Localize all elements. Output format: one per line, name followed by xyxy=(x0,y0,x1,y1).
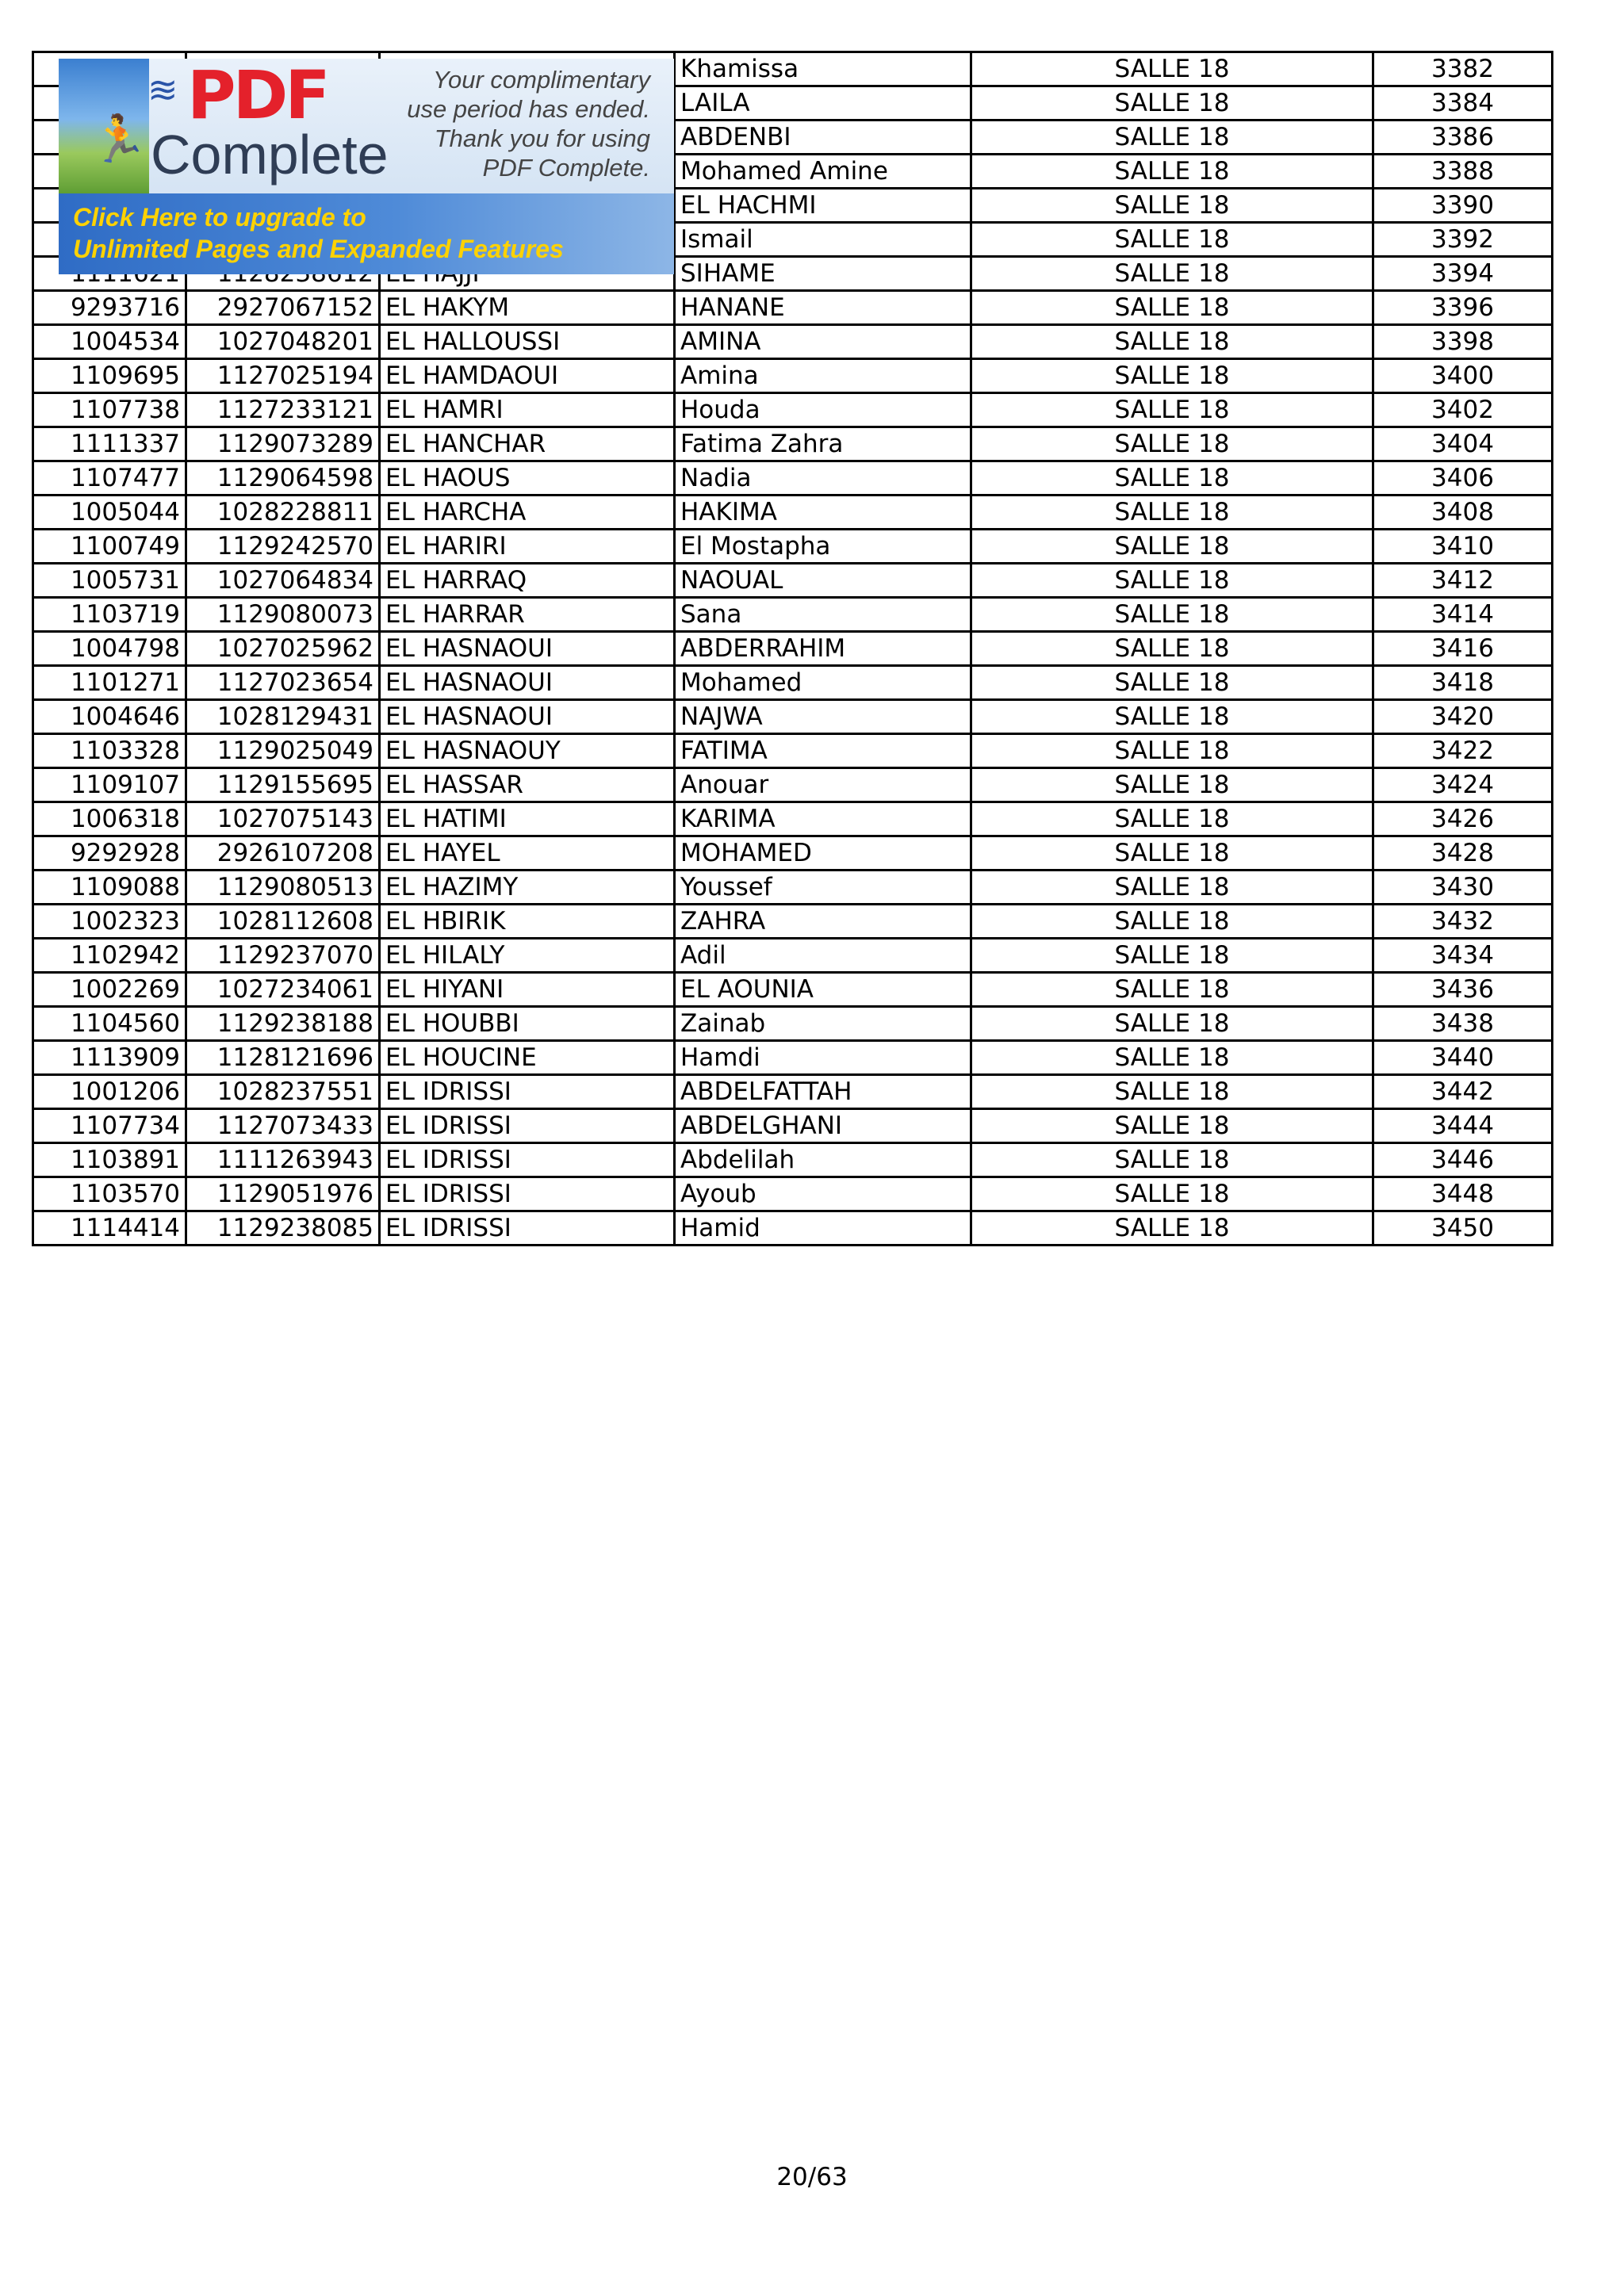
first-name-cell: EL AOUNIA xyxy=(675,973,971,1007)
code-number-cell: 1127023654 xyxy=(186,666,380,700)
room-cell: SALLE 18 xyxy=(971,905,1373,939)
room-cell: SALLE 18 xyxy=(971,393,1373,427)
seat-number-cell: 3428 xyxy=(1373,836,1553,871)
seat-number-cell: 3410 xyxy=(1373,530,1553,564)
first-name-cell: MOHAMED xyxy=(675,836,971,871)
page-number: 20/63 xyxy=(776,2163,848,2191)
code-number-cell: 1027048201 xyxy=(186,325,380,359)
first-name-cell: ZAHRA xyxy=(675,905,971,939)
seat-number-cell: 3432 xyxy=(1373,905,1553,939)
table-row xyxy=(33,325,1553,359)
last-name-cell: EL HASSAR xyxy=(380,768,675,802)
room-cell: SALLE 18 xyxy=(971,768,1373,802)
table-row xyxy=(33,632,1553,666)
table-row xyxy=(33,666,1553,700)
first-name-cell: Houda xyxy=(675,393,971,427)
seat-number-cell: 3430 xyxy=(1373,871,1553,905)
room-cell: SALLE 18 xyxy=(971,802,1373,836)
first-name-cell: Ayoub xyxy=(675,1177,971,1211)
seat-number-cell: 3440 xyxy=(1373,1041,1553,1075)
layers-logo-icon: ≋ xyxy=(147,68,178,111)
code-number-cell: 1111263943 xyxy=(186,1143,380,1177)
id-number-cell: 1111337 xyxy=(33,427,186,461)
table-row xyxy=(33,598,1553,632)
last-name-cell: EL IDRISSI xyxy=(380,1075,675,1109)
seat-number-cell: 3408 xyxy=(1373,496,1553,530)
last-name-cell: EL IDRISSI xyxy=(380,1109,675,1143)
room-cell: SALLE 18 xyxy=(971,1211,1373,1246)
id-number-cell: 9293716 xyxy=(33,291,186,325)
first-name-cell: AMINA xyxy=(675,325,971,359)
seat-number-cell: 3390 xyxy=(1373,189,1553,223)
last-name-cell: EL HBIRIK xyxy=(380,905,675,939)
seat-number-cell: 3416 xyxy=(1373,632,1553,666)
room-cell: SALLE 18 xyxy=(971,257,1373,291)
code-number-cell: 1129080073 xyxy=(186,598,380,632)
table-row xyxy=(33,1143,1553,1177)
first-name-cell: Adil xyxy=(675,939,971,973)
last-name-cell: EL HOUCINE xyxy=(380,1041,675,1075)
room-cell: SALLE 18 xyxy=(971,564,1373,598)
code-number-cell: 1129080513 xyxy=(186,871,380,905)
first-name-cell: Hamdi xyxy=(675,1041,971,1075)
promo-logo-complete: Complete xyxy=(151,124,389,186)
id-number-cell: 1004798 xyxy=(33,632,186,666)
seat-number-cell: 3444 xyxy=(1373,1109,1553,1143)
pdf-complete-upgrade-banner[interactable] xyxy=(59,59,674,274)
code-number-cell: 1028237551 xyxy=(186,1075,380,1109)
room-cell: SALLE 18 xyxy=(971,1143,1373,1177)
id-number-cell: 1001206 xyxy=(33,1075,186,1109)
room-cell: SALLE 18 xyxy=(971,1075,1373,1109)
id-number-cell: 1103891 xyxy=(33,1143,186,1177)
last-name-cell: EL IDRISSI xyxy=(380,1177,675,1211)
promo-logo-pdf: PDF xyxy=(187,59,327,134)
room-cell: SALLE 18 xyxy=(971,1041,1373,1075)
first-name-cell: ABDERRAHIM xyxy=(675,632,971,666)
id-number-cell: 1107477 xyxy=(33,461,186,496)
room-cell: SALLE 18 xyxy=(971,836,1373,871)
last-name-cell: EL HASNAOUY xyxy=(380,734,675,768)
code-number-cell: 1129238085 xyxy=(186,1211,380,1246)
id-number-cell: 1113909 xyxy=(33,1041,186,1075)
code-number-cell: 1127025194 xyxy=(186,359,380,393)
room-cell: SALLE 18 xyxy=(971,1177,1373,1211)
table-row xyxy=(33,564,1553,598)
id-number-cell: 1102942 xyxy=(33,939,186,973)
last-name-cell: EL HAMDAOUI xyxy=(380,359,675,393)
id-number-cell: 1101271 xyxy=(33,666,186,700)
room-cell: SALLE 18 xyxy=(971,496,1373,530)
id-number-cell: 1100749 xyxy=(33,530,186,564)
room-cell: SALLE 18 xyxy=(971,155,1373,189)
table-row xyxy=(33,1007,1553,1041)
table-row xyxy=(33,836,1553,871)
promo-photo xyxy=(59,59,149,193)
table-row xyxy=(33,1075,1553,1109)
code-number-cell: 1129073289 xyxy=(186,427,380,461)
seat-number-cell: 3426 xyxy=(1373,802,1553,836)
room-cell: SALLE 18 xyxy=(971,1109,1373,1143)
last-name-cell: EL HILALY xyxy=(380,939,675,973)
first-name-cell: NAOUAL xyxy=(675,564,971,598)
room-cell: SALLE 18 xyxy=(971,1007,1373,1041)
promo-message-line: Thank you for using xyxy=(434,124,650,152)
code-number-cell: 1028228811 xyxy=(186,496,380,530)
room-cell: SALLE 18 xyxy=(971,734,1373,768)
promo-message-line: use period has ended. xyxy=(407,95,650,123)
table-row xyxy=(33,973,1553,1007)
first-name-cell: Nadia xyxy=(675,461,971,496)
last-name-cell: EL HARCHA xyxy=(380,496,675,530)
id-number-cell: 1005044 xyxy=(33,496,186,530)
room-cell: SALLE 18 xyxy=(971,530,1373,564)
first-name-cell: NAJWA xyxy=(675,700,971,734)
seat-number-cell: 3386 xyxy=(1373,121,1553,155)
last-name-cell: EL HARIRI xyxy=(380,530,675,564)
room-cell: SALLE 18 xyxy=(971,871,1373,905)
last-name-cell: EL HAZIMY xyxy=(380,871,675,905)
first-name-cell: Zainab xyxy=(675,1007,971,1041)
code-number-cell: 1129238188 xyxy=(186,1007,380,1041)
code-number-cell: 1129051976 xyxy=(186,1177,380,1211)
table-row xyxy=(33,393,1553,427)
first-name-cell: Mohamed xyxy=(675,666,971,700)
first-name-cell: Khamissa xyxy=(675,52,971,86)
table-row xyxy=(33,905,1553,939)
seat-number-cell: 3400 xyxy=(1373,359,1553,393)
code-number-cell: 1027025962 xyxy=(186,632,380,666)
seat-number-cell: 3396 xyxy=(1373,291,1553,325)
room-cell: SALLE 18 xyxy=(971,325,1373,359)
code-number-cell: 1028112608 xyxy=(186,905,380,939)
last-name-cell: EL HAMRI xyxy=(380,393,675,427)
room-cell: SALLE 18 xyxy=(971,973,1373,1007)
first-name-cell: ABDELFATTAH xyxy=(675,1075,971,1109)
table-row xyxy=(33,359,1553,393)
upgrade-cta-line[interactable]: Click Here to upgrade to xyxy=(73,203,366,232)
room-cell: SALLE 18 xyxy=(971,86,1373,121)
room-cell: SALLE 18 xyxy=(971,223,1373,257)
seat-number-cell: 3394 xyxy=(1373,257,1553,291)
code-number-cell: 1129242570 xyxy=(186,530,380,564)
room-cell: SALLE 18 xyxy=(971,461,1373,496)
last-name-cell: EL HIYANI xyxy=(380,973,675,1007)
room-cell: SALLE 18 xyxy=(971,121,1373,155)
table-row xyxy=(33,1109,1553,1143)
id-number-cell: 1002269 xyxy=(33,973,186,1007)
table-row xyxy=(33,1177,1553,1211)
code-number-cell: 1129025049 xyxy=(186,734,380,768)
id-number-cell: 1006318 xyxy=(33,802,186,836)
promo-message xyxy=(389,65,650,182)
first-name-cell: El Mostapha xyxy=(675,530,971,564)
seat-number-cell: 3402 xyxy=(1373,393,1553,427)
jumping-person-icon: 🏃 xyxy=(90,112,148,166)
first-name-cell: Fatima Zahra xyxy=(675,427,971,461)
table-row xyxy=(33,291,1553,325)
id-number-cell: 1109088 xyxy=(33,871,186,905)
id-number-cell: 1004646 xyxy=(33,700,186,734)
seat-number-cell: 3450 xyxy=(1373,1211,1553,1246)
upgrade-link[interactable] xyxy=(59,193,674,274)
last-name-cell: EL IDRISSI xyxy=(380,1143,675,1177)
seat-number-cell: 3392 xyxy=(1373,223,1553,257)
table-row xyxy=(33,734,1553,768)
seat-number-cell: 3414 xyxy=(1373,598,1553,632)
table-row xyxy=(33,530,1553,564)
first-name-cell: ABDENBI xyxy=(675,121,971,155)
room-cell: SALLE 18 xyxy=(971,939,1373,973)
last-name-cell: EL HATIMI xyxy=(380,802,675,836)
first-name-cell: Youssef xyxy=(675,871,971,905)
seat-number-cell: 3382 xyxy=(1373,52,1553,86)
table-row xyxy=(33,871,1553,905)
first-name-cell: ABDELGHANI xyxy=(675,1109,971,1143)
room-cell: SALLE 18 xyxy=(971,359,1373,393)
id-number-cell: 9292928 xyxy=(33,836,186,871)
seat-number-cell: 3398 xyxy=(1373,325,1553,359)
room-cell: SALLE 18 xyxy=(971,189,1373,223)
id-number-cell: 1002323 xyxy=(33,905,186,939)
last-name-cell: EL HASNAOUI xyxy=(380,700,675,734)
seat-number-cell: 3422 xyxy=(1373,734,1553,768)
seat-number-cell: 3388 xyxy=(1373,155,1553,189)
seat-number-cell: 3434 xyxy=(1373,939,1553,973)
upgrade-cta[interactable] xyxy=(73,201,564,265)
code-number-cell: 1129155695 xyxy=(186,768,380,802)
id-number-cell: 1114414 xyxy=(33,1211,186,1246)
first-name-cell: EL HACHMI xyxy=(675,189,971,223)
seat-number-cell: 3424 xyxy=(1373,768,1553,802)
first-name-cell: Ismail xyxy=(675,223,971,257)
first-name-cell: Hamid xyxy=(675,1211,971,1246)
seat-number-cell: 3438 xyxy=(1373,1007,1553,1041)
last-name-cell: EL HASNAOUI xyxy=(380,632,675,666)
table-row xyxy=(33,427,1553,461)
code-number-cell: 1129064598 xyxy=(186,461,380,496)
table-row xyxy=(33,700,1553,734)
last-name-cell: EL HARRAQ xyxy=(380,564,675,598)
promo-message-line: PDF Complete. xyxy=(482,154,650,182)
promo-message-line: Your complimentary xyxy=(433,66,650,94)
code-number-cell: 1128121696 xyxy=(186,1041,380,1075)
last-name-cell: EL HAOUS xyxy=(380,461,675,496)
seat-number-cell: 3436 xyxy=(1373,973,1553,1007)
id-number-cell: 1107738 xyxy=(33,393,186,427)
seat-number-cell: 3418 xyxy=(1373,666,1553,700)
last-name-cell: EL HANCHAR xyxy=(380,427,675,461)
first-name-cell: Mohamed Amine xyxy=(675,155,971,189)
id-number-cell: 1107734 xyxy=(33,1109,186,1143)
room-cell: SALLE 18 xyxy=(971,291,1373,325)
seat-number-cell: 3406 xyxy=(1373,461,1553,496)
last-name-cell: EL HOUBBI xyxy=(380,1007,675,1041)
table-row xyxy=(33,939,1553,973)
code-number-cell: 1127233121 xyxy=(186,393,380,427)
last-name-cell: EL HALLOUSSI xyxy=(380,325,675,359)
room-cell: SALLE 18 xyxy=(971,700,1373,734)
last-name-cell: EL HAKYM xyxy=(380,291,675,325)
first-name-cell: HANANE xyxy=(675,291,971,325)
seat-number-cell: 3412 xyxy=(1373,564,1553,598)
code-number-cell: 1028129431 xyxy=(186,700,380,734)
id-number-cell: 1109695 xyxy=(33,359,186,393)
id-number-cell: 1104560 xyxy=(33,1007,186,1041)
id-number-cell: 1004534 xyxy=(33,325,186,359)
first-name-cell: SIHAME xyxy=(675,257,971,291)
code-number-cell: 2926107208 xyxy=(186,836,380,871)
id-number-cell: 1103719 xyxy=(33,598,186,632)
first-name-cell: LAILA xyxy=(675,86,971,121)
table-row xyxy=(33,768,1553,802)
first-name-cell: Abdelilah xyxy=(675,1143,971,1177)
first-name-cell: Amina xyxy=(675,359,971,393)
first-name-cell: KARIMA xyxy=(675,802,971,836)
first-name-cell: FATIMA xyxy=(675,734,971,768)
id-number-cell: 1103570 xyxy=(33,1177,186,1211)
first-name-cell: Sana xyxy=(675,598,971,632)
last-name-cell: EL HARRAR xyxy=(380,598,675,632)
seat-number-cell: 3442 xyxy=(1373,1075,1553,1109)
room-cell: SALLE 18 xyxy=(971,632,1373,666)
code-number-cell: 1027064834 xyxy=(186,564,380,598)
table-row xyxy=(33,461,1553,496)
first-name-cell: HAKIMA xyxy=(675,496,971,530)
last-name-cell: EL HAYEL xyxy=(380,836,675,871)
last-name-cell: EL IDRISSI xyxy=(380,1211,675,1246)
room-cell: SALLE 18 xyxy=(971,52,1373,86)
code-number-cell: 2927067152 xyxy=(186,291,380,325)
id-number-cell: 1109107 xyxy=(33,768,186,802)
seat-number-cell: 3404 xyxy=(1373,427,1553,461)
code-number-cell: 1129237070 xyxy=(186,939,380,973)
table-row xyxy=(33,1211,1553,1246)
seat-number-cell: 3448 xyxy=(1373,1177,1553,1211)
code-number-cell: 1027234061 xyxy=(186,973,380,1007)
first-name-cell: Anouar xyxy=(675,768,971,802)
seat-number-cell: 3384 xyxy=(1373,86,1553,121)
table-row xyxy=(33,496,1553,530)
id-number-cell: 1005731 xyxy=(33,564,186,598)
upgrade-cta-line[interactable]: Unlimited Pages and Expanded Features xyxy=(73,235,564,263)
seat-number-cell: 3420 xyxy=(1373,700,1553,734)
room-cell: SALLE 18 xyxy=(971,666,1373,700)
room-cell: SALLE 18 xyxy=(971,598,1373,632)
table-row xyxy=(33,1041,1553,1075)
room-cell: SALLE 18 xyxy=(971,427,1373,461)
table-row xyxy=(33,802,1553,836)
code-number-cell: 1027075143 xyxy=(186,802,380,836)
seat-number-cell: 3446 xyxy=(1373,1143,1553,1177)
id-number-cell: 1103328 xyxy=(33,734,186,768)
last-name-cell: EL HASNAOUI xyxy=(380,666,675,700)
code-number-cell: 1127073433 xyxy=(186,1109,380,1143)
